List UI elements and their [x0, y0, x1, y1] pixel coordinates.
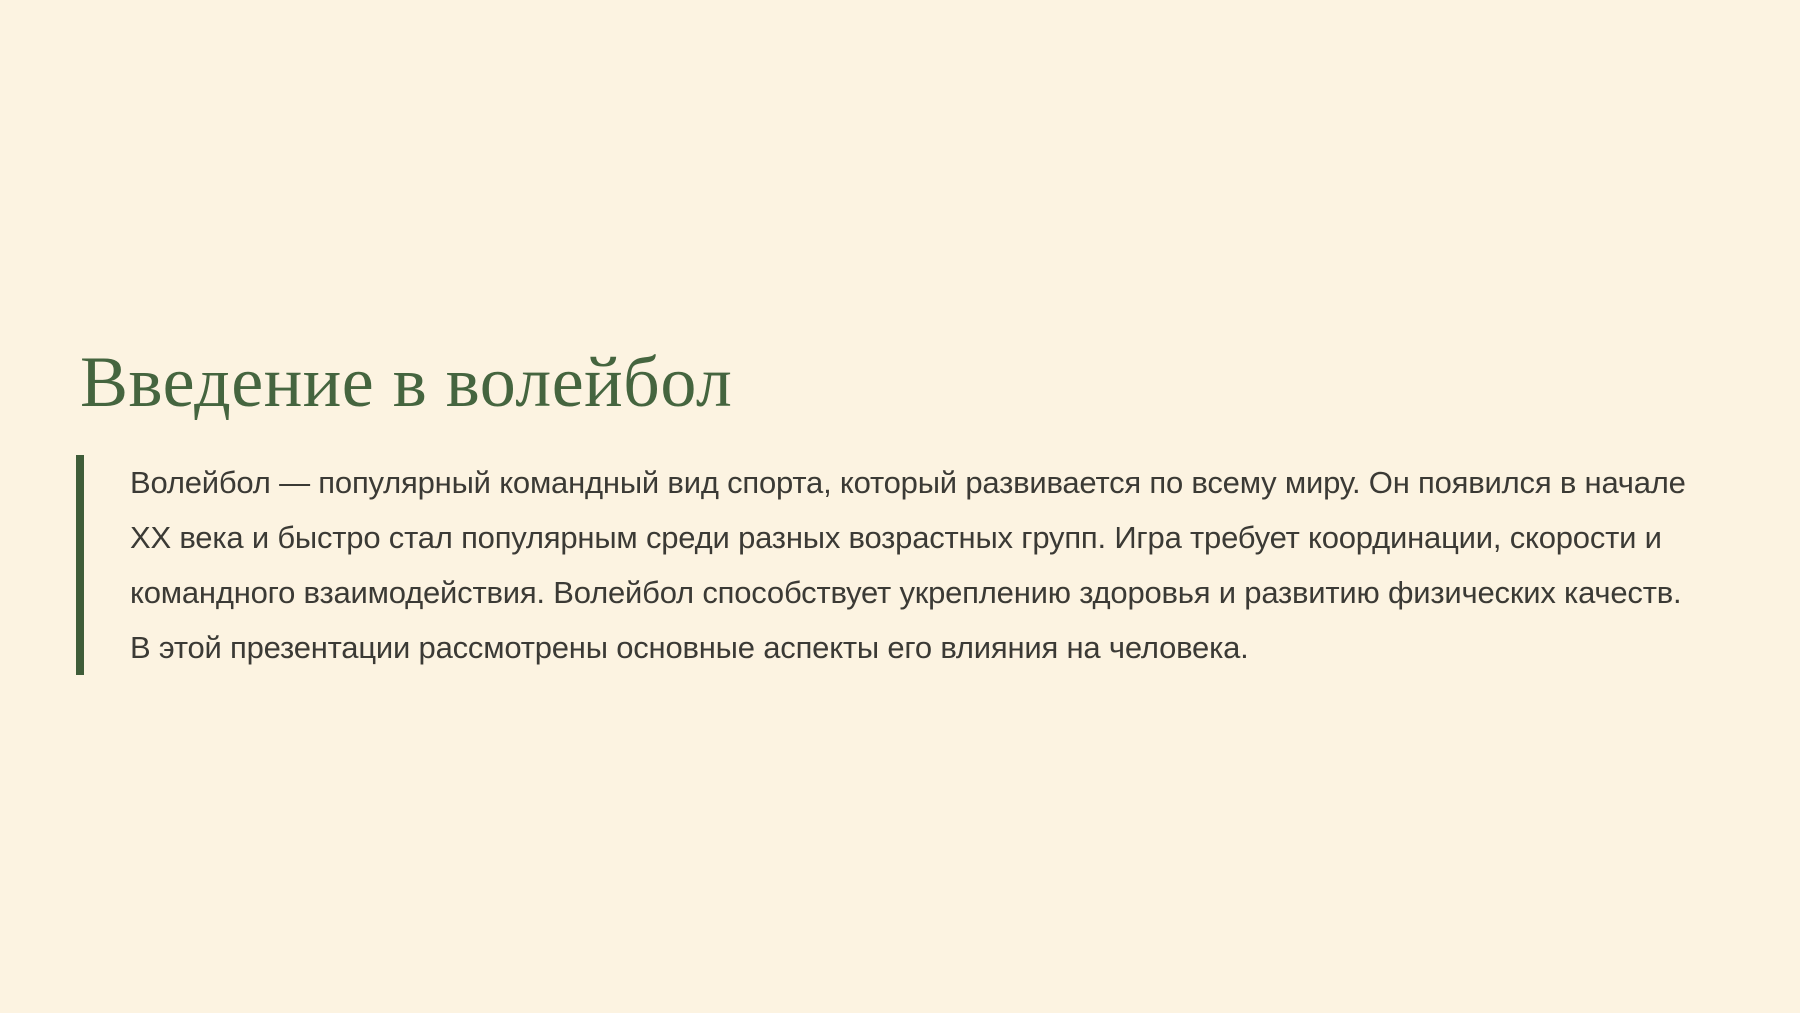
- intro-paragraph-block: [76, 455, 1706, 675]
- intro-paragraph: Волейбол — популярный командный вид спорта, который развивается по всему миру. Он появился в начале XX века и быстро стал популярным среди разных возрастных групп. Игра требует координации, скорости и командного взаимодействия. Волейбол способствует укреплению здоровья и развитию физических качеств. В этой презентации рассмотрены основные аспекты его влияния на человека.: [130, 465, 1686, 665]
- slide-title: Введение в волейбол: [80, 342, 733, 422]
- accent-bar: [76, 455, 84, 675]
